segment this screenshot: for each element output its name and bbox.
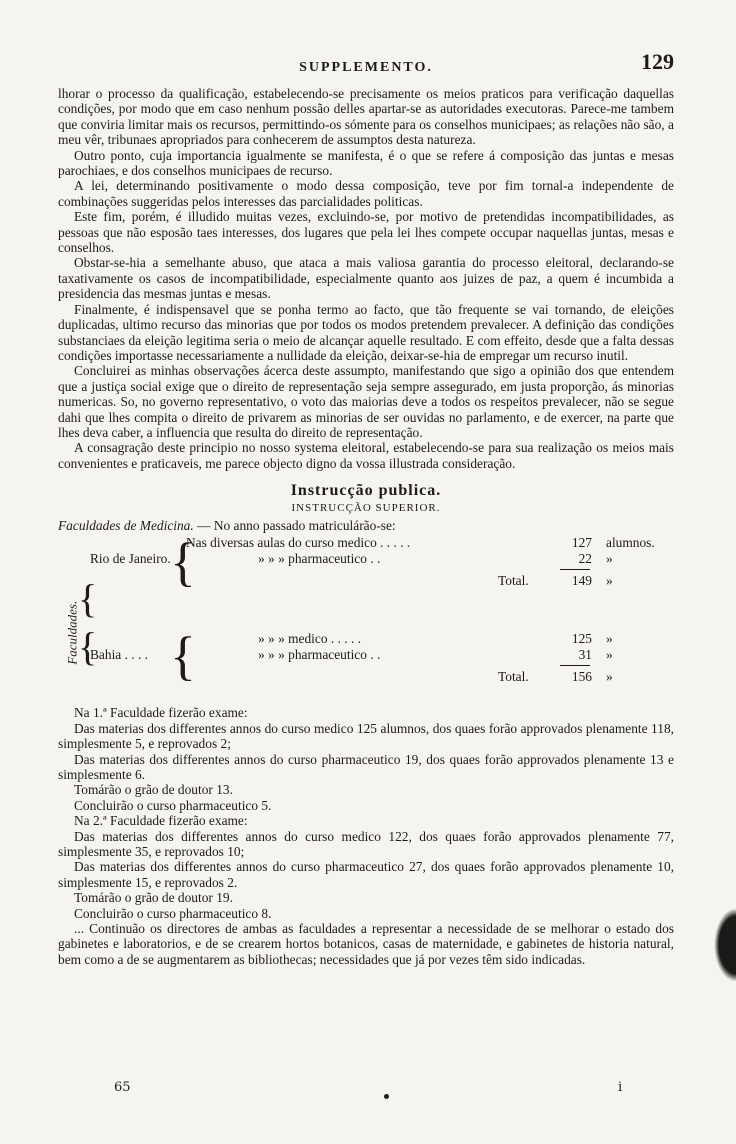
running-title: SUPPLEMENTO. — [299, 60, 433, 75]
sum-rule — [560, 665, 590, 666]
row-unit: » — [606, 573, 613, 589]
paragraph: A lei, determinando positivamente o modo dessa composição, teve por fim tornal-a independente de combinações suggeridas pelos interesses das parcialidades politicas. — [58, 178, 674, 209]
row-unit: » — [606, 669, 613, 685]
paragraph: Obstar-se-hia a semelhante abuso, que ataca a mais valiosa garantia do processo eleitoral, declarando-se taxativamente os casos de incompatibilidade, especialmente quanto aos juizes de paz, a quem é incumbida a presidencia das mesmas juntas e mesas. — [58, 255, 674, 302]
row-total-label: Total. — [498, 669, 529, 685]
section-subtitle: INSTRUCÇÃO SUPERIOR. — [291, 501, 441, 514]
signature-mark: 65 — [114, 1080, 131, 1095]
table-row — [58, 535, 674, 551]
table-row — [58, 647, 674, 663]
binding-clip-shadow — [714, 908, 736, 982]
running-head — [58, 49, 674, 86]
intro-rest: — No anno passado matriculárão-se: — [193, 517, 396, 533]
row-unit: » — [606, 647, 613, 663]
results-line: Tomárão o grão de doutor 19. — [74, 890, 233, 906]
row-num: 127 — [571, 535, 592, 551]
table-row — [58, 573, 674, 589]
results-line: Das materias dos differentes annos do curso pharmaceutico 27, dos quaes forão approvados plenamente 10, simplesmente 15, e reprovados 2. — [58, 859, 674, 890]
row-unit: alumnos. — [606, 535, 655, 551]
outer-brace: { — [78, 624, 98, 670]
page-number: 129 — [641, 49, 674, 74]
rio-brace: { — [170, 532, 196, 593]
faculties-side-label-text: Faculdades. — [64, 601, 80, 666]
row-total-label: Total. — [498, 573, 529, 589]
page-footer — [58, 1080, 674, 1100]
paragraph: Este fim, porém, é illudido muitas vezes, excluindo-se, por motivo de pretendidas incompatibilidades, as pessoas que não esposão taes interesses, dos lugares que pela lei lhes compete occupar naquellas juntas, mesas e conselhos. — [58, 209, 674, 256]
results-line: Das materias dos differentes annos do curso medico 122, dos quaes forão approvados plenamente 77, simplesmente 35, e reprovados 10; — [58, 828, 674, 860]
results-line: Na 1.ª Faculdade fizerão exame: — [74, 705, 248, 721]
paragraph: Concluirei as minhas observações ácerca deste assumpto, manifestando que sigo a opinião dos que entendem que a justiça social exige que o direito de representação seja sempre assegurado, em justa proporção, ás minorias numericas. So, no governo representativo, o voto das maiorias deve a todos os respeitos prevalecer, não se segue dahi que lhes compita o direito de privarem as minorias de ser ouvidas no parlamento, e de exercer, na parte que lhes deva caber, a influencia que resulta do direito de representação. — [58, 363, 674, 440]
results-line: Das materias dos differentes annos do curso pharmaceutico 19, dos quaes forão approvados plenamente 13 e simplesmente 6. — [58, 751, 674, 782]
row-num: 31 — [578, 647, 592, 663]
row-unit: » — [606, 631, 613, 647]
row-city: Rio de Janeiro. — [90, 551, 171, 567]
results-line: Tomárão o grão de doutor 13. — [74, 782, 233, 798]
intro-italic: Faculdades de Medicina. — [58, 517, 194, 533]
row-num: 22 — [578, 551, 592, 567]
results-line: Concluirão o curso pharmaceutico 5. — [74, 797, 272, 813]
section-title: Instrucção publica. — [290, 482, 442, 500]
table-row — [58, 551, 674, 567]
row-num: 125 — [571, 631, 592, 647]
row-desc: Nas diversas aulas do curso medico . . . . . — [186, 535, 411, 551]
paragraph: Outro ponto, cuja importancia igualmente se manifesta, é o que se refere á composição das juntas e mesas parochiaes, e dos conselhos municipaes de recurso. — [58, 147, 674, 179]
results-line: Concluirão o curso pharmaceutico 8. — [74, 905, 272, 921]
section-intro — [58, 518, 674, 533]
faculties-table — [58, 532, 674, 705]
results-line: ... Continuão os directores de ambas as faculdades a representar a necessidade de se melhorar o estado dos gabinetes e laboratorios, e de se crearem hortos botanicos, casas de maternidade, e gabinetes de historia natural, bem como a de se augmentarem as bibliothecas; necessidades que já por vezes têm sido indicadas. — [58, 921, 674, 967]
row-desc: » » » pharmaceutico . . — [258, 551, 381, 567]
paragraph: Finalmente, é indispensavel que se ponha termo ao facto, que tão frequente se vai tornando, de eleições duplicadas, ultimo recurso das minorias que por todos os modos pretendem prevalecer. A definição das condições substanciaes da eleição legitima seria o meio de alcançar aquelle resultado. E com effeito, desde que a falta dessas condições importasse necessariamente a nullidade da eleição, deixar-se-hia de empregar um recurso inutil. — [58, 301, 674, 363]
results-line: Na 2.ª Faculdade fizerão exame: — [74, 813, 248, 829]
row-desc: » » » pharmaceutico . . — [258, 647, 381, 663]
row-num: 156 — [571, 669, 592, 685]
sum-rule — [560, 569, 590, 570]
row-num: 149 — [571, 573, 592, 589]
document-page — [58, 49, 674, 967]
bahia-brace: { — [170, 626, 196, 687]
paragraph: lhorar o processo da qualificação, estabelecendo-se precisamente os meios praticos para verificação daquellas condições, por modo que em caso nenhum possão delles apartar-se as autoridades executoras. Parece-me tambem que conviria limitar mais os recursos, permittindo-os sómente para os conselhos municipaes; as relações não são, a meu vêr, tribunaes apropriados para conhecerem de assumptos desta natureza. — [58, 86, 674, 148]
ink-dot — [384, 1094, 389, 1099]
table-row — [58, 669, 674, 685]
row-desc: » » » medico . . . . . — [258, 631, 362, 647]
table-row — [58, 631, 674, 647]
row-unit: » — [606, 551, 613, 567]
results-line: Das materias dos differentes annos do curso medico 125 alumnos, dos quaes forão approvados plenamente 118, simplesmente 5, e reprovados 2; — [58, 720, 674, 752]
paragraph: A consagração deste principio no nosso systema eleitoral, estabelecendo-se para sua realização os meios mais convenientes e praticaveis, me parece objecto digno da vossa illustrada consideração. — [58, 440, 674, 471]
footer-mark: i — [618, 1080, 623, 1095]
outer-brace: { — [78, 576, 98, 622]
row-city: Bahia . . . . — [90, 647, 149, 663]
